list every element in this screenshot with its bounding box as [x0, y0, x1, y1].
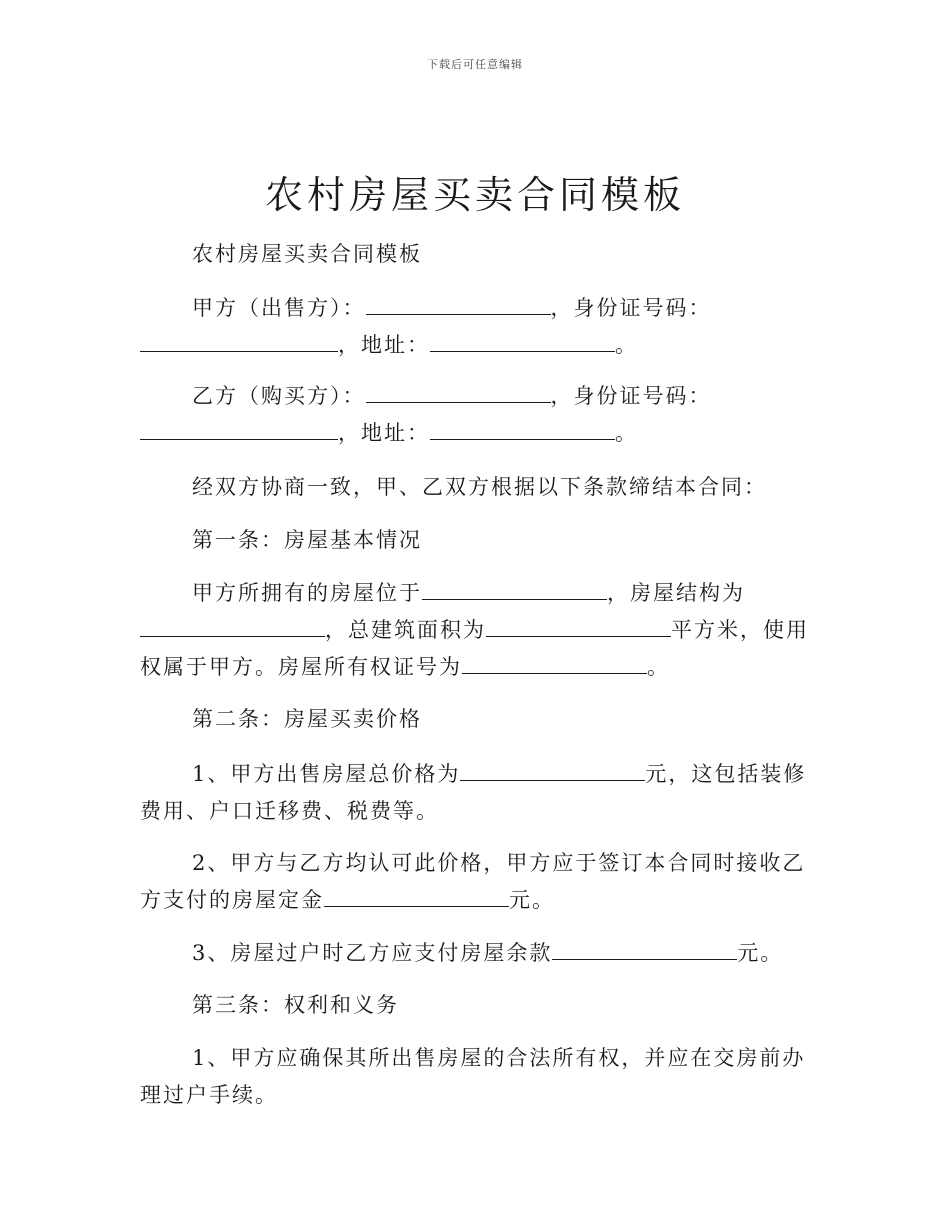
document-title: 农村房屋买卖合同模板: [264, 173, 685, 217]
party-b-address-label: ，地址：: [338, 421, 430, 445]
price-clause-2: [140, 845, 820, 919]
deposit-label: 2、甲方与乙方均认可此价格，甲方应于签订本合同时接收乙方支付的房屋定金: [140, 851, 806, 912]
house-structure-blank: [140, 614, 325, 637]
party-a-address-blank: [430, 329, 615, 352]
total-price-blank: [460, 758, 645, 781]
rights-clause-1: [140, 1040, 820, 1114]
balance-tail: 元。: [737, 941, 784, 965]
price-clause-1: [140, 756, 820, 830]
house-location-blank: [422, 577, 607, 600]
article-three-heading-text: 第三条：权利和义务: [192, 993, 399, 1017]
party-b-name-blank: [366, 380, 551, 403]
balance-label: 3、房屋过户时乙方应支付房屋余款: [192, 941, 553, 965]
deposit-blank: [324, 884, 509, 907]
total-price-tail: 元，这包括装修费用、户口迁移费、税费等。: [140, 762, 807, 823]
party-b-id-blank: [140, 417, 338, 440]
party-a-label: 甲方（出售方）：: [192, 296, 366, 320]
rights-clause-1-text: 1、甲方应确保其所出售房屋的合法所有权，并应在交房前办理过户手续。: [140, 1046, 806, 1107]
house-certificate-label: 平方米，使用权属于甲方。房屋所有权证号为: [140, 618, 809, 679]
article-two-heading-text: 第二条：房屋买卖价格: [192, 707, 422, 731]
agreement-intro: [140, 469, 820, 506]
article-two-heading: [140, 701, 820, 738]
house-location-label: 甲方所拥有的房屋位于: [192, 581, 422, 605]
party-a-paragraph: [140, 290, 820, 364]
house-info-end: 。: [647, 655, 670, 679]
house-area-label: ，总建筑面积为: [325, 618, 486, 642]
party-a-id-label: ，身份证号码：: [550, 296, 712, 320]
article-three-heading: [140, 987, 820, 1024]
party-a-end: 。: [615, 333, 638, 357]
agreement-intro-text: 经双方协商一致，甲、乙双方根据以下条款缔结本合同：: [192, 475, 767, 499]
party-a-id-blank: [140, 329, 338, 352]
house-area-blank: [486, 614, 671, 637]
party-a-address-label: ，地址：: [338, 333, 430, 357]
party-b-id-label: ，身份证号码：: [550, 384, 712, 408]
balance-blank: [552, 937, 737, 960]
header-note: 下载后可任意编辑: [427, 58, 523, 71]
total-price-label: 1、甲方出售房屋总价格为: [192, 762, 461, 786]
article-one-heading-text: 第一条：房屋基本情况: [192, 528, 422, 552]
price-clause-3: [140, 935, 820, 972]
subtitle-paragraph: [140, 236, 820, 273]
party-a-name-blank: [366, 292, 551, 315]
party-b-paragraph: [140, 378, 820, 452]
house-structure-label: ，房屋结构为: [607, 581, 745, 605]
party-b-label: 乙方（购买方）：: [192, 384, 366, 408]
house-info-paragraph: [140, 575, 820, 686]
house-certificate-blank: [462, 651, 647, 674]
party-b-address-blank: [430, 417, 615, 440]
party-b-end: 。: [615, 421, 638, 445]
deposit-tail: 元。: [509, 888, 555, 912]
subtitle-text: 农村房屋买卖合同模板: [192, 242, 422, 266]
article-one-heading: [140, 522, 820, 559]
